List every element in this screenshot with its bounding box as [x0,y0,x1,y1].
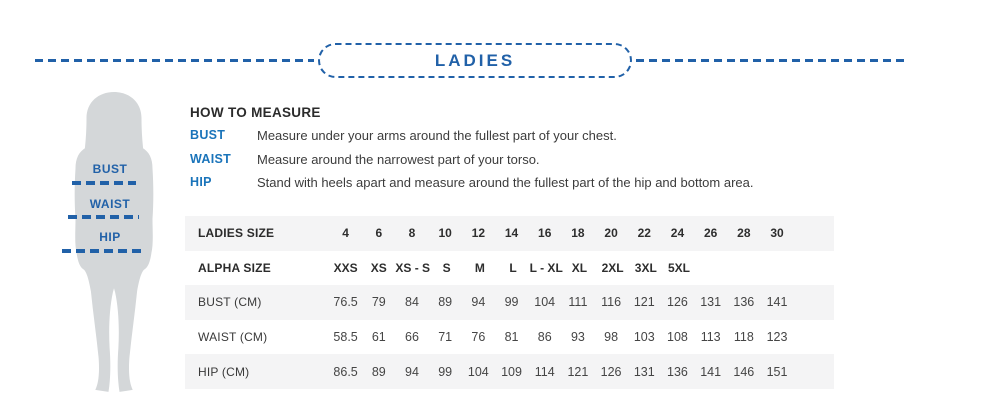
size-cell: 4 [342,226,349,241]
size-cell: 151 [766,364,788,379]
size-cell: 136 [733,295,755,310]
size-cell: XS - S [395,260,431,275]
row-label: HIP (CM) [198,364,250,379]
size-cell: 126 [600,364,622,379]
size-cell: 20 [604,226,618,241]
size-cell: 28 [737,226,751,241]
figure-bust-line [72,181,136,185]
figure-hip-label: HIP [99,230,121,244]
size-cell: 146 [733,364,755,379]
measure-row-waist [190,152,880,167]
size-cell: 12 [471,226,486,241]
size-cell: 6 [375,226,383,241]
figure-bust-label: BUST [92,162,128,176]
size-cell: 111 [568,295,588,310]
measure-label-hip: HIP [190,175,212,189]
size-cell: 86.5 [333,364,358,379]
size-cell: 14 [504,226,519,241]
size-cell: 24 [670,226,685,241]
table-row [185,354,834,389]
size-cell: 108 [667,330,688,345]
figure-waist-line [68,215,139,219]
size-cell: 141 [700,364,722,379]
row-label: ALPHA SIZE [198,260,271,275]
header-dash-left [35,59,314,62]
size-cell: 61 [371,330,386,345]
size-cell: 8 [408,226,416,241]
size-cell: 66 [405,330,419,345]
size-cell: 126 [667,295,688,310]
size-cell: 84 [405,295,419,310]
size-cell: 10 [438,226,452,241]
row-label: WAIST (CM) [198,330,268,345]
size-cell: 86 [537,330,552,345]
ladies-pill [318,43,632,78]
body-silhouette [48,90,180,402]
size-cell: 5XL [667,260,690,275]
row-label: LADIES SIZE [198,226,275,241]
size-cell: 116 [601,295,622,310]
measure-text-waist: Measure around the narrowest part of your torso. [257,151,540,167]
size-cell: 104 [467,364,489,379]
size-cell: 136 [667,364,688,379]
size-cell: 98 [604,330,619,345]
size-cell: 71 [438,330,453,345]
size-cell: 99 [438,364,453,379]
table-row [185,320,834,355]
size-cell: 141 [766,295,788,310]
size-cell: 118 [733,330,754,345]
size-cell: 103 [633,330,655,345]
size-cell: 22 [637,226,651,241]
size-cell: 2XL [601,260,624,275]
how-to-measure-section [190,105,880,199]
woman-silhouette-graphic [48,90,180,402]
size-cell: 131 [633,364,655,379]
measure-label-waist: WAIST [190,151,232,166]
size-cell: 114 [534,364,555,379]
size-cell: 58.5 [333,330,358,345]
size-cell: 76 [471,330,486,345]
measure-text-bust: Measure under your arms around the fullest part of your chest. [257,128,617,143]
size-cell: XXS [333,260,358,275]
size-cell: 121 [633,295,655,310]
size-cell: 18 [571,226,585,241]
size-cell: L [509,260,517,275]
size-cell: 94 [405,364,419,379]
size-cell: 123 [766,330,788,345]
row-label: BUST (CM) [198,295,262,310]
size-cell: 26 [703,226,718,241]
how-to-measure-title: HOW TO MEASURE [190,105,321,120]
table-row [185,285,834,320]
size-cell: 94 [471,295,486,310]
figure-hip-line [62,249,145,253]
size-cell: S [442,260,451,275]
size-table [185,216,834,389]
size-cell: XS [370,260,387,275]
size-cell: XL [571,260,588,275]
size-cell: 3XL [634,260,657,275]
size-cell: 121 [567,364,589,379]
measure-text-hip: Stand with heels apart and measure around the fullest part of the hip and bottom area. [257,175,754,190]
measure-row-bust [190,128,880,143]
size-cell: 81 [504,330,519,345]
measure-label-bust: BUST [190,128,226,142]
size-cell: 99 [504,295,519,310]
size-cell: 89 [371,364,386,379]
table-row [185,216,834,251]
header-dash-right [636,59,905,62]
size-cell: L - XL [529,260,563,275]
size-cell: 16 [538,226,552,241]
size-cell: 79 [371,295,386,310]
size-cell: 93 [570,330,585,345]
measure-row-hip [190,175,880,190]
size-cell: 109 [501,364,522,379]
size-cell: 89 [438,295,453,310]
size-cell: 113 [700,330,721,345]
size-cell: 30 [770,226,784,241]
size-cell: 104 [534,295,556,310]
size-cell: M [474,260,485,275]
section-title: LADIES [434,50,516,70]
table-row [185,251,834,286]
size-cell: 76.5 [333,295,358,310]
size-cell: 131 [700,295,722,310]
figure-waist-label: WAIST [89,197,131,211]
